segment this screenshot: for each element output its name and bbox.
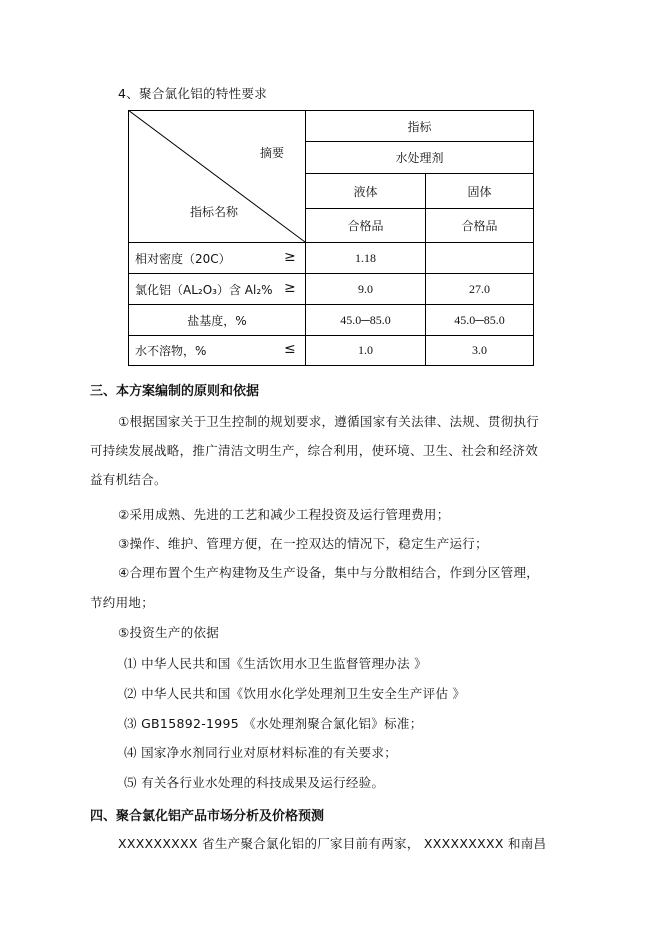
corner-top-label: 摘要 bbox=[260, 146, 285, 160]
row-solid-value bbox=[426, 243, 533, 273]
basis-item: ⑷ 国家净水剂同行业对原材料标准的有关要求； bbox=[124, 745, 398, 760]
col-liquid: 液体 bbox=[353, 184, 378, 199]
col-solid: 固体 bbox=[467, 184, 492, 199]
row-solid-value: 3.0 bbox=[472, 343, 487, 357]
principle-line: ③操作、维护、管理方便，在一控双达的情况下，稳定生产运行； bbox=[118, 536, 488, 551]
row-solid-value: 45.0─85.0 bbox=[454, 312, 505, 327]
principle-line: ②采用成熟、先进的工艺和减少工程投资及运行管理费用； bbox=[118, 507, 450, 522]
section-3-title: 三、本方案编制的原则和依据 bbox=[90, 384, 260, 399]
basis-item: ⑴ 中华人民共和国《生活饮用水卫生监督管理办法 》 bbox=[124, 656, 427, 671]
row-liquid-value: 9.0 bbox=[358, 281, 373, 296]
row-liquid-value: 1.18 bbox=[355, 250, 376, 265]
section-4b-title: 四、聚合氯化铝产品市场分析及价格预测 bbox=[90, 809, 325, 824]
row-liquid-value: 1.0 bbox=[358, 343, 373, 357]
row-solid-value: 27.0 bbox=[469, 281, 490, 296]
header-indicator: 指标 bbox=[407, 119, 432, 134]
principle-line: 益有机结合。 bbox=[90, 472, 167, 487]
corner-bottom-label: 指标名称 bbox=[190, 205, 239, 219]
principle-line: ④合理布置个生产构建物及生产设备，集中与分散相结合，作到分区管理， bbox=[118, 565, 540, 580]
principle-line: ⑤投资生产的依据 bbox=[118, 625, 220, 640]
row-name: 水不溶物，% bbox=[135, 344, 207, 358]
market-line: XXXXXXXXX 省生产聚合氯化铝的厂家目前有两家， XXXXXXXXX 和南昌 bbox=[118, 836, 547, 851]
basis-item: ⑶ GB15892-1995 《水处理剂聚合氯化铝》标准； bbox=[124, 716, 423, 731]
header-category: 水处理剂 bbox=[395, 151, 444, 165]
principle-line: 可持续发展战略，推广清洁文明生产，综合利用，使环境、卫生、社会和经济效 bbox=[90, 443, 539, 458]
row-name: 盐基度，% bbox=[187, 313, 247, 328]
row-symbol: ≥ bbox=[284, 249, 296, 265]
row-symbol: ≥ bbox=[284, 280, 296, 296]
corner-diagonal bbox=[128, 110, 306, 243]
qualified-liquid: 合格品 bbox=[347, 219, 384, 233]
section-4-title: 4、聚合氯化铝的特性要求 bbox=[118, 86, 268, 101]
row-name: 氯化铝（AL₂O₃）含 Al₂% bbox=[135, 282, 273, 297]
principle-line: 节约用地； bbox=[90, 595, 155, 610]
row-name: 相对密度（20C） bbox=[135, 251, 231, 266]
properties-table bbox=[128, 110, 534, 366]
basis-item: ⑸ 有关各行业水处理的科技成果及运行经验。 bbox=[124, 775, 385, 790]
row-symbol: ≤ bbox=[284, 341, 296, 357]
row-liquid-value: 45.0─85.0 bbox=[340, 312, 391, 327]
qualified-solid: 合格品 bbox=[461, 219, 498, 233]
basis-item: ⑵ 中华人民共和国《饮用水化学处理剂卫生安全生产评估 》 bbox=[124, 686, 466, 701]
principle-line: ①根据国家关于卫生控制的规划要求，遵循国家有关法律、法规、贯彻执行 bbox=[118, 414, 540, 429]
